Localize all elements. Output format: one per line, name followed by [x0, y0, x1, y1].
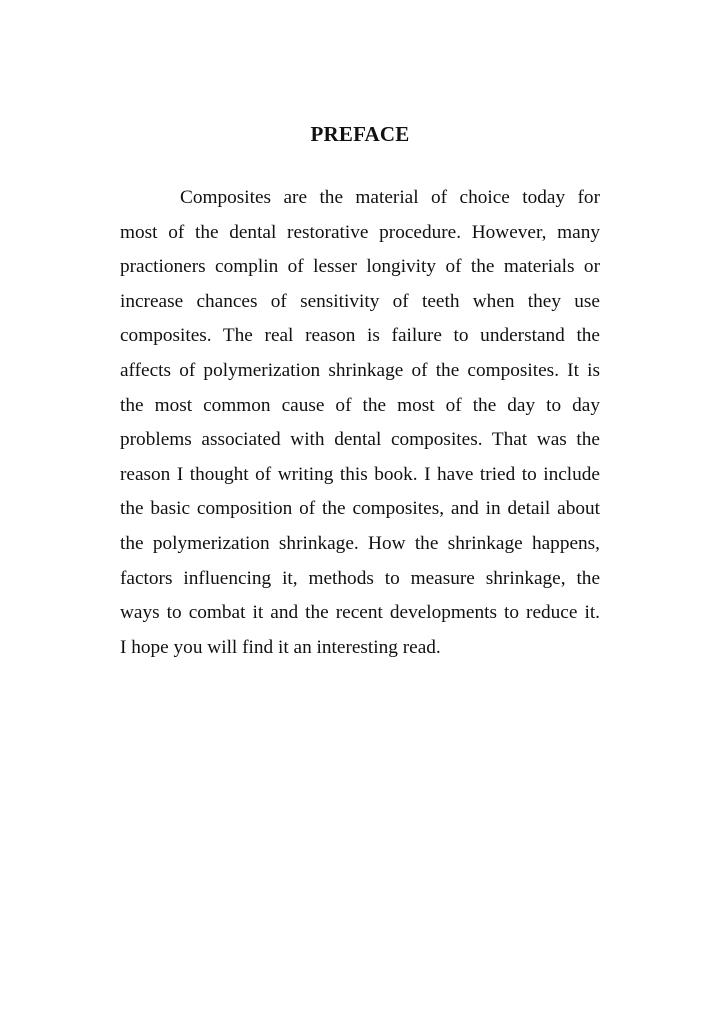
paragraph-line: increase chances of sensitivity of teeth when they use — [120, 290, 600, 312]
paragraph-line: ways to combat it and the recent developments to reduce it. — [120, 602, 600, 624]
paragraph-line: the basic composition of the composites, and in detail about — [120, 498, 600, 520]
paragraph-line: factors influencing it, methods to measure shrinkage, the — [120, 567, 600, 589]
paragraph-line: affects of polymerization shrinkage of the composites. It is — [120, 359, 600, 381]
paragraph-line: I hope you will find it an interesting read. — [120, 636, 441, 658]
paragraph-line: reason I thought of writing this book. I have tried to include — [120, 463, 600, 485]
paragraph-line: problems associated with dental composites. That was the — [120, 429, 600, 451]
paragraph-line: the most common cause of the most of the day to day — [120, 394, 600, 416]
paragraph-line: the polymerization shrinkage. How the shrinkage happens, — [120, 532, 600, 554]
paragraph-line: practioners complin of lesser longivity of the materials or — [120, 256, 600, 278]
paragraph-line: Composites are the material of choice today for — [180, 187, 600, 208]
page-title: PREFACE — [310, 122, 410, 146]
paragraph-line: composites. The real reason is failure to understand the — [120, 325, 600, 347]
paragraph-line: most of the dental restorative procedure. However, many — [120, 221, 600, 243]
preface-paragraph — [120, 181, 600, 665]
